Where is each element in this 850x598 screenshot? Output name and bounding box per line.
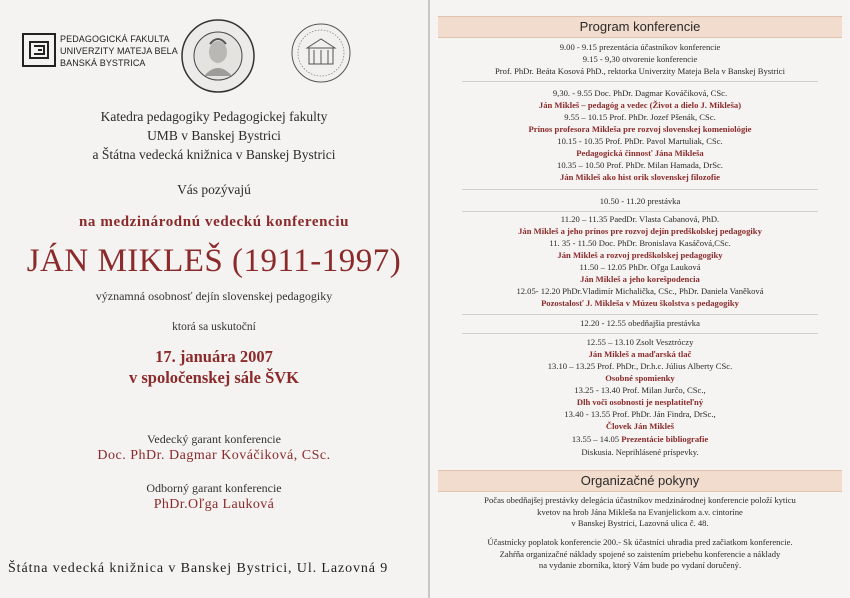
program-line: 10.15 - 10.35 Prof. PhDr. Pavol Martuliak, CSc. bbox=[557, 136, 723, 146]
program-line: 13.25 - 13.40 Prof. Milan Jurčo, CSc., bbox=[574, 385, 706, 395]
program-line: 9.55 – 10.15 Prof. PhDr. Jozef Pšenák, CSc. bbox=[564, 112, 716, 122]
talk-title: Ján Mikleš a rozvoj predškolskej pedagogiky bbox=[557, 250, 723, 260]
university-seal-icon bbox=[180, 18, 256, 94]
note-line: v Banskej Bystrici, Lazovná ulica č. 48. bbox=[571, 518, 709, 528]
organizer-line: Katedra pedagogiky Pedagogickej fakulty bbox=[100, 109, 328, 124]
talk-title: Ján Mikleš – pedagóg a vedec (Život a dielo J. Mikleša) bbox=[538, 100, 742, 110]
talk-title: Ján Mikleš a jeho korešpodencia bbox=[580, 274, 700, 284]
conference-title: JÁN MIKLEŠ (1911-1997) bbox=[26, 243, 402, 279]
divider bbox=[462, 314, 818, 315]
discussion-line: Diskusia. Neprihlásené príspevky. bbox=[581, 447, 699, 457]
faculty-line: UNIVERZITY MATEJA BELA bbox=[60, 46, 178, 56]
program-page bbox=[430, 0, 850, 598]
final-time: 13.55 – 14.05 bbox=[571, 434, 620, 444]
organizer-line: UMB v Banskej Bystrici bbox=[147, 128, 281, 143]
break-line: 10.50 - 11.20 prestávka bbox=[599, 196, 681, 206]
divider bbox=[462, 333, 818, 334]
talk-title: Pozostalosť J. Mikleša v Múzeu školstva s pedagogiky bbox=[541, 298, 739, 308]
professional-guarantor-label: Odborný garant konferencie bbox=[146, 481, 282, 495]
talk-title: Osobné spomienky bbox=[605, 373, 675, 383]
final-title: Prezentácie bibliografie bbox=[621, 434, 709, 444]
program-line: 10.35 – 10.50 Prof. PhDr. Milan Hamada, DrSc. bbox=[557, 160, 723, 170]
faculty-name bbox=[60, 33, 178, 69]
organization-paragraph-2 bbox=[450, 537, 830, 572]
talk-title: Dlh voči osobnosti je nesplatiteľný bbox=[576, 397, 704, 407]
faculty-logo-icon bbox=[22, 33, 56, 67]
professional-guarantor-name: PhDr.Oľga Lauková bbox=[153, 497, 275, 512]
note-line: na vydanie zborníka, ktorý Vám bude po vydaní doručený. bbox=[538, 560, 742, 570]
note-line: Zahŕňa organizačné náklady spojené so zaistením priebehu konferencie a náklady bbox=[499, 548, 781, 559]
program-line bbox=[430, 434, 850, 445]
organization-heading: Organizačné pokyny bbox=[438, 470, 842, 492]
conference-type: na medzinárodnú vedeckú konferenciu bbox=[78, 214, 350, 230]
program-line: 11. 35 - 11.50 Doc. PhDr. Bronislava Kasáčová,CSc. bbox=[549, 238, 731, 248]
note-line: Počas obedňajšej prestávky delegácia účastníkov medzinárodnej konferencie položí kyticu bbox=[484, 495, 796, 505]
held-text: ktorá sa uskutoční bbox=[172, 321, 256, 333]
break-line: 12.20 - 12.55 obedňajšia prestávka bbox=[580, 318, 700, 328]
organizers bbox=[0, 107, 428, 164]
faculty-line: BANSKÁ BYSTRICA bbox=[60, 58, 146, 68]
program-line: 9.00 - 9.15 prezentácia účastníkov konferencie bbox=[559, 42, 721, 52]
conference-venue: v spoločenskej sále ŠVK bbox=[128, 368, 300, 387]
library-seal-icon bbox=[290, 22, 352, 84]
program-line: 9.15 - 9,30 otvorenie konferencie bbox=[582, 54, 698, 64]
scientific-guarantor-label: Vedecký garant konferencie bbox=[147, 432, 281, 446]
program-line: 13.10 – 13.25 Prof. PhDr., Dr.h.c. Július Alberty CSc. bbox=[547, 361, 733, 371]
program-line: 12.55 – 13.10 Zsolt Vesztróczy bbox=[586, 337, 694, 347]
program-line: Prof. PhDr. Beáta Kosová PhD., rektorka Univerzity Mateja Bela v Banskej Bystrici bbox=[495, 66, 785, 76]
note-line: Účastnícky poplatok konferencie 200.- Sk účastníci uhradia pred začiatkom konferencie. bbox=[487, 537, 793, 547]
divider bbox=[462, 81, 818, 82]
program-line: 11.20 – 11.35 PaedDr. Vlasta Cabanová, PhD. bbox=[560, 214, 720, 224]
organizer-line: a Štátna vedecká knižnica v Banskej Bystrici bbox=[92, 147, 336, 162]
talk-title: Pedagogická činnosť Jána Mikleša bbox=[576, 148, 704, 158]
organization-paragraph-1 bbox=[450, 495, 830, 530]
footer-address: Štátna vedecká knižnica v Banskej Bystrici, Ul. Lazovná 9 bbox=[8, 561, 389, 576]
program-heading: Program konferencie bbox=[438, 16, 842, 38]
program-line: 9,30. - 9.55 Doc. PhDr. Dagmar Kováčiková, CSc. bbox=[552, 88, 728, 98]
program-line: 11.50 – 12.05 PhDr. Oľga Lauková bbox=[579, 262, 701, 272]
scientific-guarantor-name: Doc. PhDr. Dagmar Kováčiková, CSc. bbox=[97, 448, 331, 463]
talk-title: Ján Mikleš a jeho prínos pre rozvoj dejín predškolskej pedagogiky bbox=[518, 226, 762, 236]
talk-title: Ján Mikleš ako hist orik slovenskej filozofie bbox=[560, 172, 720, 182]
divider bbox=[462, 211, 818, 212]
program-line: 12.05- 12.20 PhDr.Vladimír Michalička, CSc., PhDr. Daniela Vaněková bbox=[516, 286, 764, 296]
program-line: 13.40 - 13.55 Prof. PhDr. Ján Findra, DrSc., bbox=[564, 409, 716, 419]
invite-text: Vás pozývajú bbox=[177, 182, 251, 197]
note-line: kvetov na hrob Jána Mikleša na Evanjelickom a.v. cintoríne bbox=[537, 506, 743, 517]
faculty-line: PEDAGOGICKÁ FAKULTA bbox=[60, 34, 170, 44]
talk-title: Ján Mikleš a maďarská tlač bbox=[588, 349, 692, 359]
conference-subtitle: významná osobnosť dejín slovenskej pedagogiky bbox=[95, 289, 333, 303]
talk-title: Prínos profesora Mikleša pre rozvoj slovenskej komeniológie bbox=[528, 124, 752, 134]
divider bbox=[462, 189, 818, 190]
talk-title: Človek Ján Mikleš bbox=[605, 421, 675, 431]
conference-date: 17. januára 2007 bbox=[155, 347, 273, 366]
